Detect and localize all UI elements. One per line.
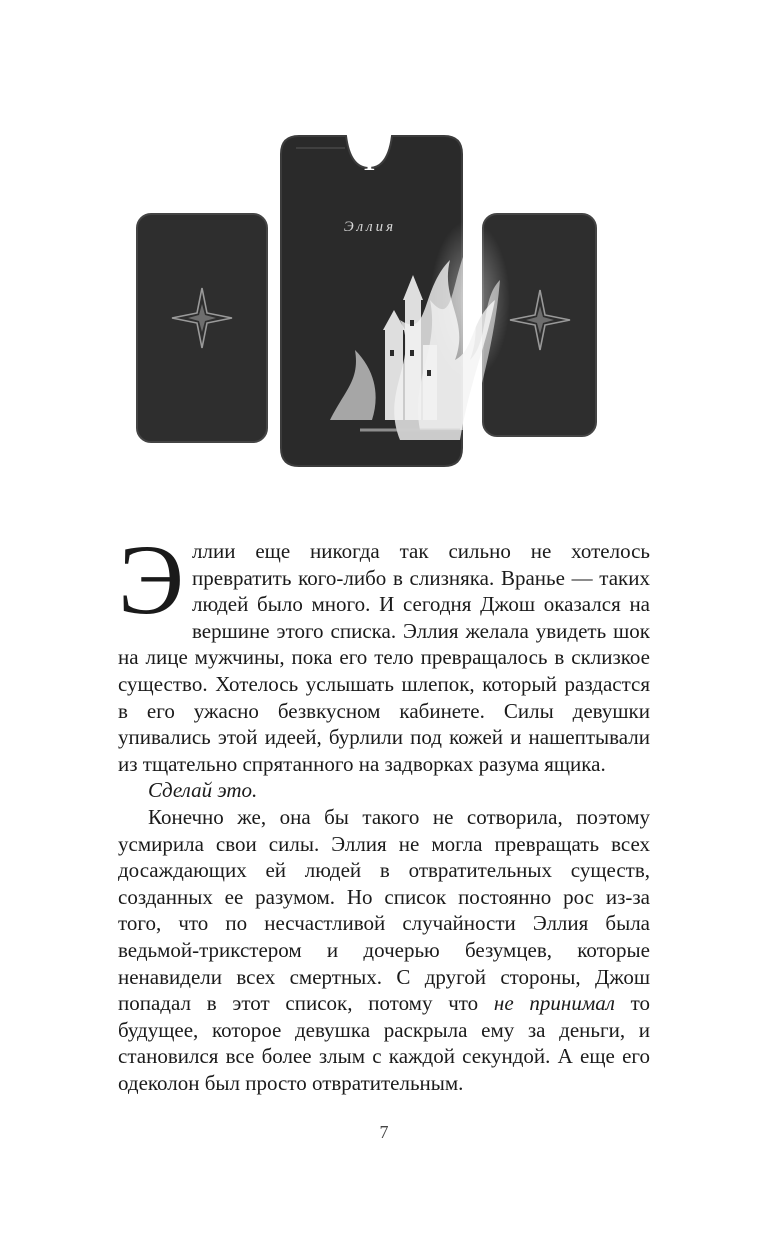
card-title: Эллия <box>343 219 397 235</box>
paragraph-3-italic: не принимал <box>493 991 615 1016</box>
tarot-cards <box>0 0 768 500</box>
italic-line: Сделай это. <box>148 778 258 803</box>
paragraph-3-part-2: то будущее, которое девушка раскрыла ему за деньги, и становился все более злым с каждой секундой. А еще его одеколон был просто отвратительным. <box>118 991 651 1095</box>
dropcap-letter: Э <box>118 524 185 635</box>
paragraph-3-part-1: Конечно же, она бы такого не сотворила, поэтому усмирила свои силы. Эллия не могла превращать всех досаждающих ей людей в отвратительных существ, созданных ее разумом. Но список постоянно рос из-за того, что по несчастливой случайности Эллия была ведьмой-трикстером и дочерью безумцев, которые ненавидели всех смертных. С другой стороны, Джош попадал в этот список, потому что <box>118 804 650 1016</box>
paragraph <box>118 777 650 804</box>
paragraph-1: ллии еще никогда так сильно не хотелось превратить кого-либо в слизняка. Вранье — таких людей было много. И сегодня Джош оказался на вершине этого списка. Эллия желала увидеть шок на лице мужчины, пока его тело превращалось в склизкое существо. Хотелось услышать шлепок, который раздастся в его ужасно безвкусном кабинете. Силы девушки упивались этой идеей, бурлили под кожей и нашептывали из тщательно спрятанного на задворках разума ящика. <box>118 539 650 776</box>
chapter-number: 1 <box>362 147 376 176</box>
paragraph <box>118 524 650 777</box>
chapter-illustration <box>0 0 768 500</box>
paragraph <box>118 804 650 1097</box>
left-card <box>137 214 267 442</box>
page-number: 7 <box>379 1122 389 1142</box>
chapter-text <box>118 524 651 1096</box>
center-card <box>281 136 510 466</box>
